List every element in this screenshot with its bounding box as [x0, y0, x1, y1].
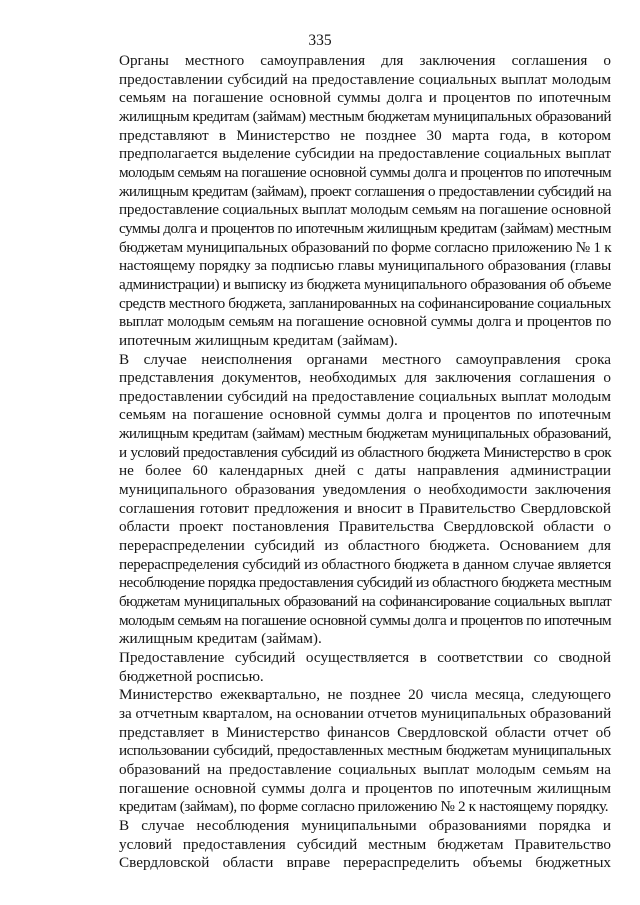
paragraph-2 — [75, 351, 611, 650]
text-line: кредитам (займам), по форме согласно приложению № 2 к настоящему порядку. — [119, 798, 609, 816]
text-line: предоставлении субсидий на предоставление социальных выплат молодым — [119, 70, 611, 88]
text-line: суммы долга и процентов по ипотечным жилищным кредитам (займам) местным — [119, 219, 611, 237]
text-line: и условий предоставления субсидий из областного бюджета Министерство в срок — [119, 443, 611, 461]
text-line: выплат молодым семьям на погашение основной суммы долга и процентов по — [119, 313, 611, 331]
text-line: жилищным кредитам (займам) местным бюджетам муниципальных образований — [119, 107, 611, 125]
text-line: за отчетным кварталом, на основании отчетов муниципальных образований — [119, 704, 612, 722]
text-line: предоставлении субсидий на предоставление социальных выплат молодым — [119, 387, 611, 405]
text-line: семьям на погашение основной суммы долга и процентов по ипотечным — [119, 89, 611, 107]
text-line: области проект постановления Правительства Свердловской области о — [119, 518, 611, 536]
text-line: предоставление социальных выплат молодым семьям на погашение основной — [119, 201, 611, 219]
text-line: условий предоставления субсидий местным бюджетам Правительство — [119, 835, 611, 853]
text-line: В случае неисполнения органами местного самоуправления срока — [119, 350, 611, 368]
paragraph-3 — [75, 649, 611, 686]
text-line: бюджетной росписью. — [119, 667, 264, 685]
text-line: бюджетам муниципальных образований по форме согласно приложению № 1 к — [119, 238, 612, 256]
text-line: Министерство ежеквартально, не позднее 20 числа месяца, следующего — [119, 686, 611, 704]
paragraph-1 — [75, 52, 611, 351]
text-line: семьям на погашение основной суммы долга и процентов по ипотечным — [119, 406, 611, 424]
text-line: Свердловской области вправе перераспределить объемы бюджетных — [119, 854, 611, 872]
text-line: предполагается выделение субсидии на предоставление социальных выплат — [119, 145, 611, 163]
text-line: погашение основной суммы долга и процентов по ипотечным жилищным — [119, 779, 611, 797]
page-number: 335 — [308, 32, 332, 49]
text-line: образований на предоставление социальных выплат молодым семьям на — [119, 760, 611, 778]
text-line: Предоставление субсидий осуществляется в соответствии со сводной — [119, 649, 611, 666]
paragraph-5 — [75, 817, 611, 873]
text-line: Органы местного самоуправления для заключения соглашения о — [119, 52, 611, 69]
text-line: перераспределения субсидий из областного бюджета в данном случае является — [119, 555, 611, 573]
text-line: несоблюдение порядка предоставления субсидий из областного бюджета местным — [119, 574, 611, 592]
text-line: жилищным кредитам (займам). — [119, 630, 322, 648]
body-text — [75, 52, 611, 873]
text-line: представления документов, необходимых для заключения соглашения о — [119, 369, 611, 387]
text-line: не более 60 календарных дней с даты направления администрации — [119, 462, 611, 480]
text-line: средств местного бюджета, запланированных на софинансирование социальных — [119, 294, 611, 312]
paragraph-4 — [75, 686, 611, 817]
text-line: муниципального образования уведомления о необходимости заключения — [119, 481, 611, 499]
text-line: жилищным кредитам (займам), проект соглашения о предоставлении субсидий на — [119, 182, 611, 200]
text-line: молодым семьям на погашение основной суммы долга и процентов по ипотечным — [119, 163, 611, 181]
text-line: администрации) и выписку из бюджета муниципального образования об объеме — [119, 275, 611, 293]
text-line: молодым семьям на погашение основной суммы долга и процентов по ипотечным — [119, 611, 611, 629]
text-line: перераспределении субсидий из областного бюджета. Основанием для — [119, 537, 611, 555]
text-line: ипотечным жилищным кредитам (займам). — [119, 331, 398, 349]
text-line: жилищным кредитам (займам) местным бюджетам муниципальных образований, — [119, 425, 611, 443]
text-line: бюджетам муниципальных образований на софинансирование социальных выплат — [119, 593, 611, 611]
text-line: использовании субсидий, предоставленных местным бюджетам муниципальных — [119, 742, 611, 760]
text-line: представляют в Министерство не позднее 30 марта года, в котором — [119, 126, 611, 144]
text-line: соглашения готовит предложения и вносит в Правительство Свердловской — [119, 499, 611, 517]
text-line: В случае несоблюдения муниципальными образованиями порядка и — [119, 816, 611, 834]
text-line: настоящему порядку за подписью главы муниципального образования (главы — [119, 257, 611, 275]
text-line: представляет в Министерство финансов Свердловской области отчет об — [119, 723, 611, 741]
